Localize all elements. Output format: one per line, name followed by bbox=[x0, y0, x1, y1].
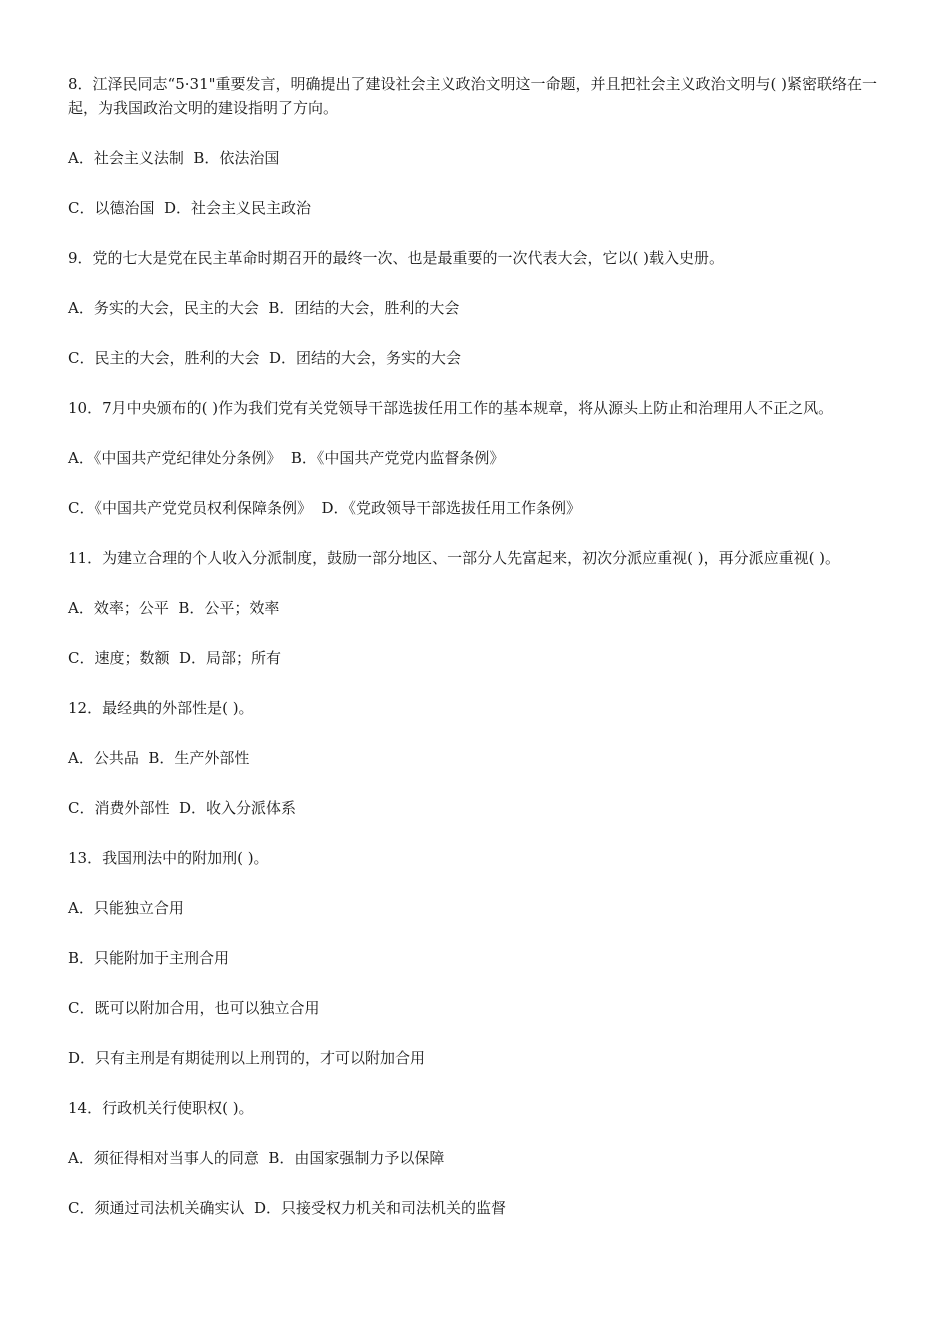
question-14-stem: 14．行政机关行使职权( )。 bbox=[68, 1099, 254, 1117]
document-page bbox=[68, 72, 888, 1246]
question-12-options-cd: C．消费外部性 D．收入分派体系 bbox=[68, 799, 297, 817]
question-12-stem: 12．最经典的外部性是( )。 bbox=[68, 699, 254, 717]
question-11-options-ab: A．效率；公平 B．公平；效率 bbox=[68, 599, 280, 617]
question-8-options-ab: A．社会主义法制 B．依法治国 bbox=[68, 149, 280, 167]
question-10-options-cd: C．《中国共产党党员权利保障条例》 D．《党政领导干部选拔任用工作条例》 bbox=[68, 499, 582, 517]
question-12-options-ab: A．公共品 B．生产外部性 bbox=[68, 749, 250, 767]
question-9-stem: 9．党的七大是党在民主革命时期召开的最终一次、也是最重要的一次代表大会，它以( )载入史册。 bbox=[68, 249, 725, 267]
question-11-stem: 11．为建立合理的个人收入分派制度，鼓励一部分地区、一部分人先富起来，初次分派应重视( )，再分派应重视( )。 bbox=[68, 549, 841, 567]
question-14-options-ab: A．须征得相对当事人的同意 B．由国家强制力予以保障 bbox=[68, 1149, 445, 1167]
question-13-option-c: C．既可以附加合用，也可以独立合用 bbox=[68, 999, 320, 1017]
question-9-options-ab: A．务实的大会，民主的大会 B．团结的大会，胜利的大会 bbox=[68, 299, 460, 317]
question-8-options-cd: C．以德治国 D．社会主义民主政治 bbox=[68, 199, 312, 217]
question-13-option-b: B．只能附加于主刑合用 bbox=[68, 949, 230, 967]
question-9-options-cd: C．民主的大会，胜利的大会 D．团结的大会，务实的大会 bbox=[68, 349, 462, 367]
question-13-option-d: D．只有主刑是有期徒刑以上刑罚的，才可以附加合用 bbox=[68, 1049, 426, 1067]
question-13-option-a: A．只能独立合用 bbox=[68, 899, 184, 917]
question-11-options-cd: C．速度；数额 D．局部；所有 bbox=[68, 649, 282, 667]
question-13-stem: 13．我国刑法中的附加刑( )。 bbox=[68, 849, 269, 867]
question-10-stem: 10．7月中央颁布的( )作为我们党有关党领导干部选拔任用工作的基本规章，将从源头上防止和治理用人不正之风。 bbox=[68, 399, 834, 417]
question-8-stem: 8．江泽民同志“5·31"重要发言，明确提出了建设社会主义政治文明这一命题，并且把社会主义政治文明与( )紧密联络在一起，为我国政治文明的建设指明了方向。 bbox=[68, 75, 877, 117]
question-10-options-ab: A．《中国共产党纪律处分条例》 B．《中国共产党党内监督条例》 bbox=[68, 449, 505, 467]
question-14-options-cd: C．须通过司法机关确实认 D．只接受权力机关和司法机关的监督 bbox=[68, 1199, 507, 1217]
